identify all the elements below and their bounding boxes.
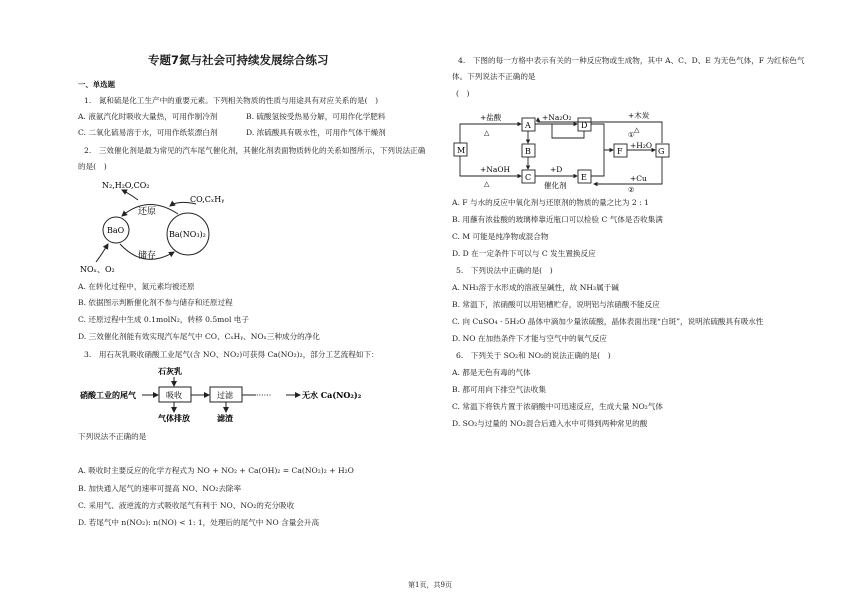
q5-option-d: D. NO 在加热条件下才能与空气中的氧气反应 bbox=[452, 334, 608, 343]
q3-lime: 石灰乳 bbox=[158, 366, 182, 376]
q2-bao: BaO bbox=[107, 226, 125, 235]
q4-na2o2: +Na₂O₂ bbox=[542, 113, 572, 122]
page-title: 专题7氮与社会可持续发展综合练习 bbox=[148, 53, 329, 67]
q4-delta-1: △ bbox=[484, 129, 490, 137]
q3-dots: ······ bbox=[256, 391, 272, 400]
q4-paren: ( ) bbox=[456, 89, 470, 98]
q6-option-a: A. 都是无色有毒的气体 bbox=[452, 368, 531, 377]
q2-bottom-left: NOₓ、O₂ bbox=[80, 265, 115, 274]
q3-filter: 过滤 bbox=[217, 391, 233, 400]
q3-question: 下列说法不正确的是 bbox=[78, 432, 147, 441]
q4-option-b: B. 用蘸有浓盐酸的玻璃棒靠近瓶口可以检验 C 气体是否收集满 bbox=[452, 215, 663, 224]
q5-option-c: C. 向 CuSO₄ · 5H₂O 晶体中滴加少量浓硫酸，晶体表面出现“白斑”，说明浓硫酸具有吸水性 bbox=[452, 317, 764, 326]
q3-stem: 3. 用石灰乳吸收硝酸工业尾气(含 NO、NO₂)可获得 Ca(NO₂)₂，部分工艺流程如下： bbox=[84, 350, 379, 359]
q5-option-a: A. NH₃溶于水形成的溶液呈碱性，故 NH₃属于碱 bbox=[452, 283, 619, 292]
q4-option-c: C. M 可能是纯净物或混合物 bbox=[452, 232, 549, 241]
q4-cu: +Cu bbox=[630, 174, 647, 183]
q2-top-reactants: CO,CₓHᵧ bbox=[190, 195, 225, 204]
q4-delta-2: △ bbox=[484, 180, 490, 188]
q5-stem: 5. 下列说法中正确的是( ) bbox=[456, 266, 553, 275]
q2-ba-no3: Ba(NO₃)₂ bbox=[169, 230, 206, 239]
q2-label-store: 储存 bbox=[138, 251, 157, 261]
q1-option-a: A. 液氨汽化时吸收大量热，可用作制冷剂 bbox=[78, 112, 218, 121]
q2-option-a: A. 在转化过程中，氮元素均被还原 bbox=[78, 282, 195, 291]
q5-option-b: B. 常温下，浓硝酸可以用铝槽贮存，说明铝与浓硝酸不能反应 bbox=[452, 300, 660, 309]
q4-stem-line2: 体。下列说法不正确的是 bbox=[452, 72, 536, 81]
q4-box-g: G bbox=[658, 147, 665, 156]
q3-gas: 气体排放 bbox=[158, 413, 190, 423]
q4-box-d: D bbox=[581, 121, 588, 130]
q2-top-products: N₂,H₂O,CO₂ bbox=[102, 181, 150, 190]
q3-product: 无水 Ca(NO₂)₂ bbox=[302, 390, 362, 400]
q3-option-c: C. 采用气、液逆流的方式吸收尾气有利于 NO、NO₂的充分吸收 bbox=[78, 501, 295, 510]
q1-option-d: D. 浓硫酸具有吸水性，可用作气体干燥剂 bbox=[246, 128, 386, 137]
q4-box-f: F bbox=[617, 147, 623, 156]
q4-box-e: E bbox=[581, 173, 587, 182]
q4-box-a: A bbox=[525, 121, 531, 130]
q3-input: 硝酸工业的尾气 bbox=[80, 390, 136, 400]
q4-option-d: D. D 在一定条件下可以与 C 发生置换反应 bbox=[452, 249, 596, 258]
q4-box-b: B bbox=[525, 147, 531, 156]
q3-absorb: 吸收 bbox=[166, 391, 182, 400]
q2-option-d: D. 三效催化剂能有效实现汽车尾气中 CO、CₓHᵧ、NOₓ三种成分的净化 bbox=[78, 332, 320, 341]
q3-flow-diagram bbox=[78, 362, 378, 424]
q4-hcl: +盐酸 bbox=[480, 113, 502, 122]
q2-option-c: C. 还原过程中生成 0.1molN₂，转移 0.5mol 电子 bbox=[78, 315, 249, 324]
q4-box-m: M bbox=[457, 146, 466, 155]
q4-catalyst: 催化剂 bbox=[544, 181, 567, 190]
q4-circle-2: ② bbox=[628, 186, 635, 194]
q6-stem: 6. 下列关于 SO₂和 NO₂的说法正确的是( ) bbox=[456, 351, 611, 360]
q2-option-b: B. 依据图示判断催化剂不参与储存和还原过程 bbox=[78, 298, 233, 307]
q2-catalyst-diagram bbox=[78, 172, 308, 276]
q4-option-a: A. F 与水的反应中氧化剂与还原剂的物质的量之比为 2 : 1 bbox=[452, 198, 649, 207]
q6-option-c: C. 常温下将铁片置于浓硝酸中可迅速反应，生成大量 NO₂气体 bbox=[452, 402, 663, 411]
q4-h2o: +H₂O bbox=[630, 141, 652, 150]
q4-plus-d: +D bbox=[550, 165, 563, 174]
q6-option-b: B. 都可用向下排空气法收集 bbox=[452, 385, 546, 394]
section-heading: 一、单选题 bbox=[78, 80, 115, 89]
page-footer: 第1页，共9页 bbox=[408, 581, 452, 589]
q4-box-c: C bbox=[525, 173, 532, 182]
q3-option-d: D. 若尾气中 n(NO₂): n(NO) < 1: 1，处理后的尾气中 NO 含量会升高 bbox=[78, 518, 320, 527]
q1-stem: 1. 氮和硫是化工生产中的重要元素。下列相关物质的性质与用途具有对应关系的是( ) bbox=[84, 96, 379, 105]
q1-option-c: C. 二氧化硫易溶于水，可用作纸浆漂白剂 bbox=[78, 128, 218, 137]
q1-option-b: B. 硫酸氢铵受热易分解，可用作化学肥料 bbox=[246, 112, 386, 121]
q4-circle-1: ① bbox=[628, 131, 635, 139]
q2-stem-line2: 的是( ) bbox=[78, 162, 107, 171]
q3-residue: 滤渣 bbox=[217, 413, 233, 423]
q4-charcoal: +木炭 bbox=[628, 111, 650, 120]
q4-naoh: +NaOH bbox=[480, 165, 511, 174]
q3-option-b: B. 加快通入尾气的速率可提高 NO、NO₂去除率 bbox=[78, 484, 242, 493]
q2-label-reduce: 还原 bbox=[138, 207, 157, 217]
q4-reaction-diagram bbox=[452, 104, 682, 194]
q3-option-a: A. 吸收时主要反应的化学方程式为 NO + NO₂ + Ca(OH)₂ = Ca(NO₂)₂ + H₂O bbox=[78, 466, 354, 475]
q4-stem-line1: 4. 下图的每一方格中表示有关的一种反应物或生成物，其中 A、C、D、E 为无色气体，F 为红棕色气 bbox=[458, 56, 805, 65]
q2-stem-line1: 2. 三效催化剂是最为常见的汽车尾气催化剂，其催化剂表面物质转化的关系如图所示，下列说法正确 bbox=[84, 146, 426, 155]
q6-option-d: D. SO₂与过量的 NO₂混合后通入水中可得到两种常见的酸 bbox=[452, 419, 648, 428]
q4-delta-3: △ bbox=[634, 126, 640, 134]
